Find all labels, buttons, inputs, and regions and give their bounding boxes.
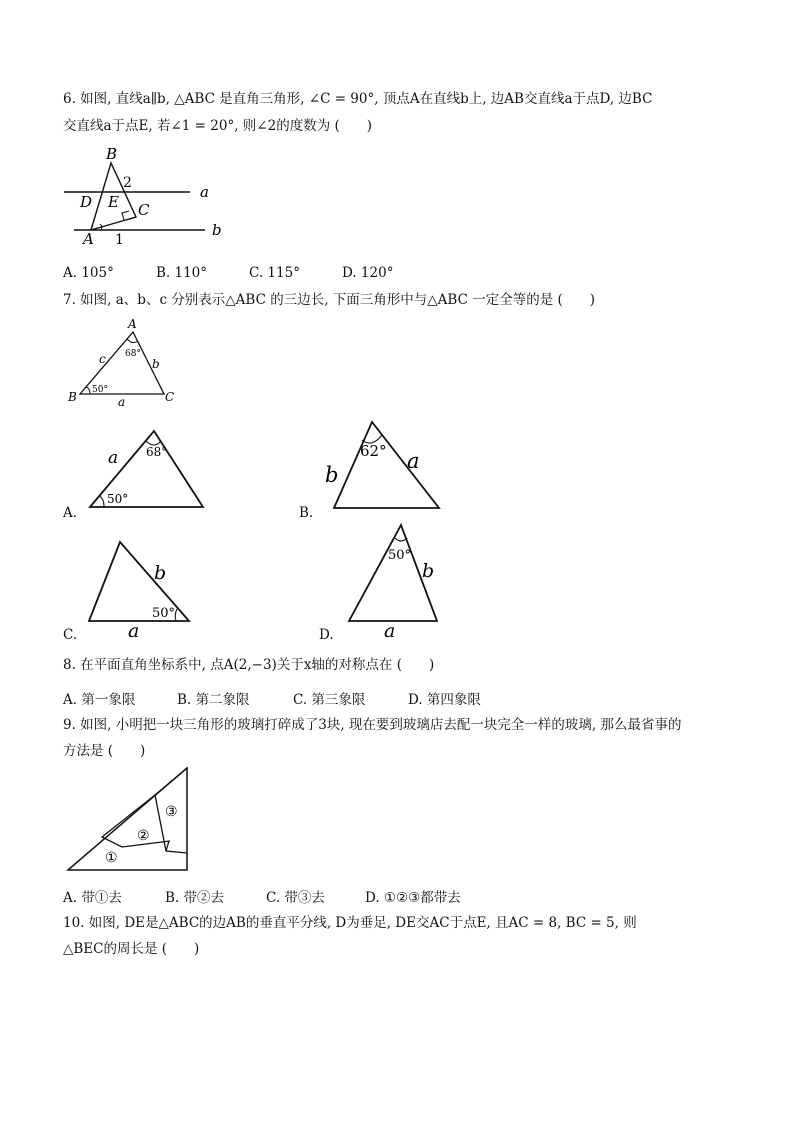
svg-text:b: b [152,357,160,371]
q9-option-b: B. 带②去 [165,890,225,906]
svg-text:a: a [128,620,140,642]
svg-text:50°: 50° [152,606,176,621]
svg-text:50°: 50° [92,385,108,395]
svg-text:a: a [118,395,126,409]
q8-option-a: A. 第一象限 [63,692,136,708]
label-b: b [212,221,222,239]
svg-text:50°: 50° [107,492,129,506]
svg-text:62°: 62° [360,442,387,460]
q7-option-a-label: A. [63,505,78,521]
q9-line2: 方法是 ( ) [63,743,146,759]
q6-line2: 交直线a于点E, 若∠1 = 20°, 则∠2的度数为 ( ) [63,118,373,134]
label-A: A [83,230,94,248]
label-C: C [138,201,150,219]
q7-option-d-triangle [346,522,446,642]
svg-text:b: b [422,560,435,582]
svg-text:b: b [325,463,339,487]
q9-option-a: A. 带①去 [63,890,122,906]
svg-text:C: C [165,390,175,404]
q7-line1: 7. 如图, a、b、c 分别表示△ABC 的三边长, 下面三角形中与△ABC 一定全等的是 ( ) [63,292,596,308]
svg-text:a: a [384,620,396,642]
q6-line1: 6. 如图, 直线a∥b, △ABC 是直角三角形, ∠C = 90°, 顶点A在直线b上, 边AB交直线a于点D, 边BC [63,91,653,107]
q7-option-c-triangle [86,537,206,642]
svg-text:c: c [99,352,106,366]
label-a: a [200,183,209,201]
svg-text:a: a [407,449,420,473]
svg-text:a: a [108,448,119,468]
q7-option-c-label: C. [63,627,78,643]
svg-text:A: A [128,317,137,331]
svg-text:68°: 68° [146,445,168,459]
q9-option-d: D. ①②③都带去 [365,890,461,906]
label-1: 1 [115,232,124,248]
q8-option-d: D. 第四象限 [408,692,481,708]
piece-3: ③ [165,804,178,820]
label-D: D [80,193,93,211]
svg-text:b: b [154,562,167,584]
label-E: E [108,193,119,211]
q8-option-b: B. 第二象限 [177,692,250,708]
svg-text:50°: 50° [388,548,412,563]
q8-option-c: C. 第三象限 [293,692,366,708]
q7-option-a-triangle [88,425,218,515]
q10-line2: △BEC的周长是 ( ) [63,941,200,957]
q7-option-b-triangle [320,418,450,513]
q9-line1: 9. 如图, 小明把一块三角形的玻璃打碎成了3块, 现在要到玻璃店去配一块完全一样的玻璃, 那么最省事的 [63,717,682,733]
q6-option-b: B. 110° [156,265,208,281]
q7-option-d-label: D. [319,627,334,643]
q9-option-c: C. 带③去 [266,890,325,906]
q6-option-c: C. 115° [249,265,300,281]
q10-line1: 10. 如图, DE是△ABC的边AB的垂直平分线, D为垂足, DE交AC于点E, 且AC = 8, BC = 5, 则 [63,915,637,931]
piece-1: ① [105,850,118,866]
q7-option-b-label: B. [299,505,314,521]
q7-reference-triangle [63,316,183,409]
q9-broken-glass-figure [65,765,195,875]
label-2: 2 [123,175,132,191]
q6-option-a: A. 105° [63,265,114,281]
q6-option-d: D. 120° [342,265,394,281]
piece-2: ② [137,828,150,844]
q8-line1: 8. 在平面直角坐标系中, 点A(2,−3)关于x轴的对称点在 ( ) [63,657,435,673]
label-B: B [106,145,118,163]
svg-text:B: B [68,390,77,404]
svg-text:68°: 68° [125,349,141,359]
q6-figure [60,145,230,250]
